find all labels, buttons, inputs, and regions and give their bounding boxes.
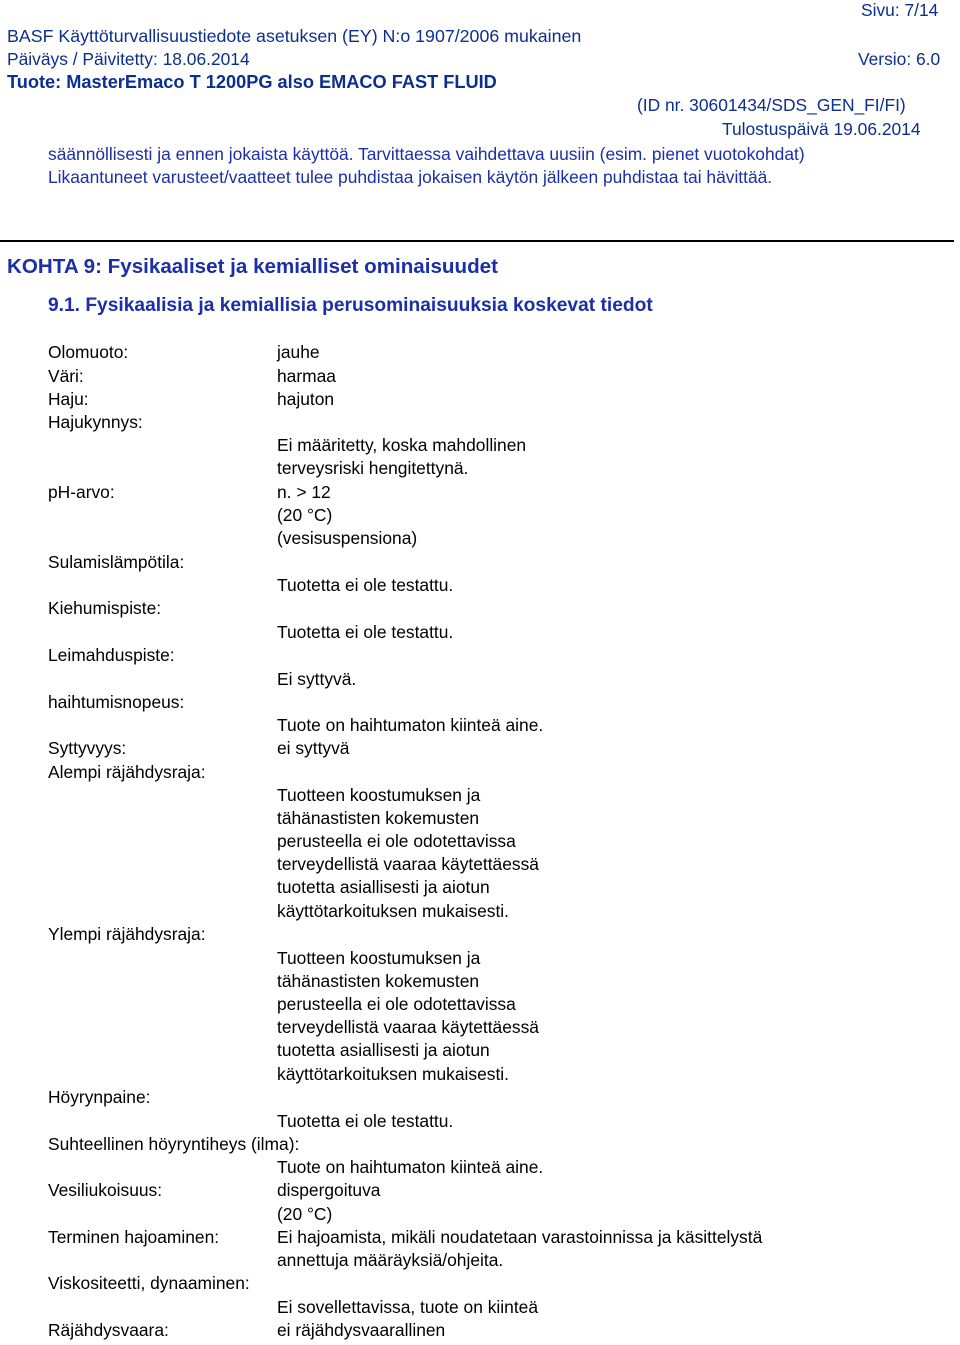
label-haju: Haju: xyxy=(48,389,89,409)
value-ylempi-line-3: perusteella ei ole odotettavissa xyxy=(277,994,516,1014)
label-vari: Väri: xyxy=(48,366,84,386)
version-label: Versio: 6.0 xyxy=(858,49,941,69)
value-suhteellinen-hoyryntiheys: Tuote on haihtumaton kiinteä aine. xyxy=(277,1157,544,1177)
value-kiehumispiste: Tuotetta ei ole testattu. xyxy=(277,622,454,642)
section-divider xyxy=(0,240,954,242)
label-leimahduspiste: Leimahduspiste: xyxy=(48,645,175,665)
label-sulamislampotila: Sulamislämpötila: xyxy=(48,552,185,572)
value-alempi-line-4: terveydellistä vaaraa käytettäessä xyxy=(277,854,539,874)
value-vesiliukoisuus-line-2: (20 °C) xyxy=(277,1204,333,1224)
value-ylempi-line-1: Tuotteen koostumuksen ja xyxy=(277,948,481,968)
label-hoyrynpaine: Höyrynpaine: xyxy=(48,1087,151,1107)
value-ylempi-line-5: tuotetta asiallisesti ja aiotun xyxy=(277,1040,490,1060)
label-hajukynnys: Hajukynnys: xyxy=(48,412,143,432)
value-hajukynnys-line-2: terveysriski hengitettynä. xyxy=(277,458,469,478)
value-leimahduspiste: Ei syttyvä. xyxy=(277,669,357,689)
value-ylempi-line-6: käyttötarkoituksen mukaisesti. xyxy=(277,1064,509,1084)
intro-line-2: Likaantuneet varusteet/vaatteet tulee puhdistaa jokaisen käytön jälkeen puhdistaa tai hävittää. xyxy=(48,167,773,187)
intro-line-1: säännöllisesti ja ennen jokaista käyttöä. Tarvittaessa vaihdettava uusiin (esim. pienet vuotokohdat) xyxy=(48,144,805,164)
value-hoyrynpaine: Tuotetta ei ole testattu. xyxy=(277,1111,454,1131)
document-id: (ID nr. 30601434/SDS_GEN_FI/FI) xyxy=(637,95,906,115)
label-syttyvyys: Syttyvyys: xyxy=(48,738,127,758)
label-suhteellinen-hoyryntiheys: Suhteellinen höyryntiheys (ilma): xyxy=(48,1134,300,1154)
label-kiehumispiste: Kiehumispiste: xyxy=(48,598,162,618)
label-terminen-hajoaminen: Terminen hajoaminen: xyxy=(48,1227,220,1247)
label-alempi-rajahdysraja: Alempi räjähdysraja: xyxy=(48,762,206,782)
value-terminen-line-2: annettuja määräyksiä/ohjeita. xyxy=(277,1250,504,1270)
value-haihtumisnopeus: Tuote on haihtumaton kiinteä aine. xyxy=(277,715,544,735)
value-rajahdysvaara: ei räjähdysvaarallinen xyxy=(277,1320,446,1340)
value-terminen-line-1: Ei hajoamista, mikäli noudatetaan varastoinnissa ja käsittelystä xyxy=(277,1227,763,1247)
label-olomuoto: Olomuoto: xyxy=(48,342,129,362)
value-alempi-line-2: tähänastisten kokemusten xyxy=(277,808,480,828)
section-title: KOHTA 9: Fysikaaliset ja kemialliset ominaisuudet xyxy=(7,255,498,278)
value-syttyvyys: ei syttyvä xyxy=(277,738,350,758)
value-ph-line-2: (20 °C) xyxy=(277,505,333,525)
value-vesiliukoisuus-line-1: dispergoituva xyxy=(277,1180,381,1200)
value-olomuoto: jauhe xyxy=(277,342,320,362)
value-alempi-line-5: tuotetta asiallisesti ja aiotun xyxy=(277,877,490,897)
value-ph-line-3: (vesisuspensiona) xyxy=(277,528,418,548)
value-ylempi-line-4: terveydellistä vaaraa käytettäessä xyxy=(277,1017,539,1037)
value-alempi-line-1: Tuotteen koostumuksen ja xyxy=(277,785,481,805)
document-title: BASF Käyttöturvallisuustiedote asetuksen (EY) N:o 1907/2006 mukainen xyxy=(7,26,582,46)
page-number: Sivu: 7/14 xyxy=(861,0,939,20)
product-name: Tuote: MasterEmaco T 1200PG also EMACO FAST FLUID xyxy=(7,72,497,92)
label-viskositeetti: Viskositeetti, dynaaminen: xyxy=(48,1273,250,1293)
value-vari: harmaa xyxy=(277,366,336,386)
value-alempi-line-6: käyttötarkoituksen mukaisesti. xyxy=(277,901,509,921)
subsection-title: 9.1. Fysikaalisia ja kemiallisia perusominaisuuksia koskevat tiedot xyxy=(48,295,653,316)
revision-date: Päiväys / Päivitetty: 18.06.2014 xyxy=(7,49,250,69)
label-ylempi-rajahdysraja: Ylempi räjähdysraja: xyxy=(48,924,206,944)
value-sulamislampotila: Tuotetta ei ole testattu. xyxy=(277,575,454,595)
value-hajukynnys-line-1: Ei määritetty, koska mahdollinen xyxy=(277,435,527,455)
value-haju: hajuton xyxy=(277,389,335,409)
value-viskositeetti: Ei sovellettavissa, tuote on kiinteä xyxy=(277,1297,539,1317)
print-date: Tulostuspäivä 19.06.2014 xyxy=(722,119,921,139)
label-ph: pH-arvo: xyxy=(48,482,115,502)
label-vesiliukoisuus: Vesiliukoisuus: xyxy=(48,1180,163,1200)
value-alempi-line-3: perusteella ei ole odotettavissa xyxy=(277,831,516,851)
label-haihtumisnopeus: haihtumisnopeus: xyxy=(48,692,185,712)
value-ph-line-1: n. > 12 xyxy=(277,482,331,502)
label-rajahdysvaara: Räjähdysvaara: xyxy=(48,1320,169,1340)
value-ylempi-line-2: tähänastisten kokemusten xyxy=(277,971,480,991)
